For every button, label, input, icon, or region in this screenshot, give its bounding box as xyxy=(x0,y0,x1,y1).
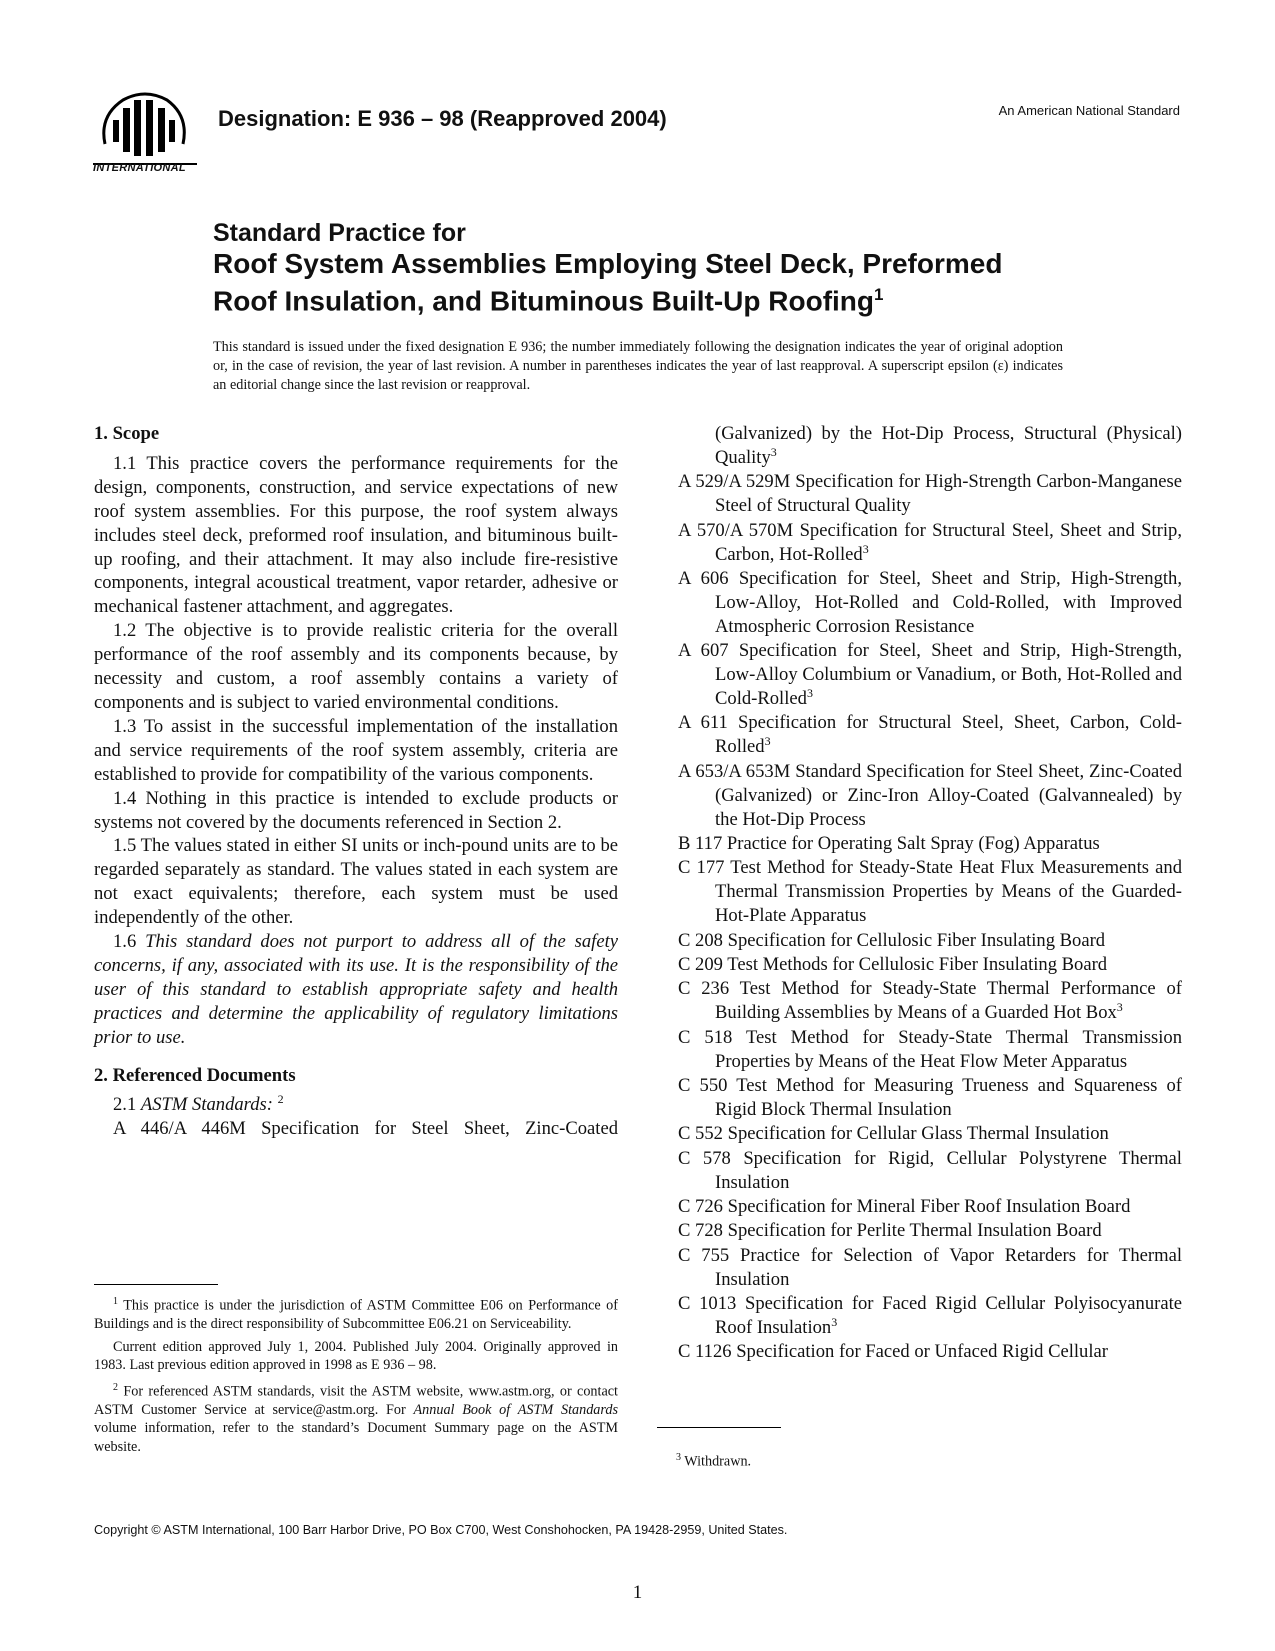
reference-item xyxy=(678,1244,1182,1292)
reference-footnote-ref: 3 xyxy=(1116,1000,1123,1015)
reference-code: C 236 xyxy=(678,978,730,1000)
reference-item xyxy=(678,1026,1182,1074)
reference-code: C 552 xyxy=(678,1123,723,1145)
reference-title: Specification for Rigid, Cellular Polystyrene Thermal Insulation xyxy=(715,1147,1182,1193)
title-line-2: Roof System Assemblies Employing Steel Deck, Preformed xyxy=(213,248,1003,279)
title-line-1: Standard Practice for xyxy=(213,219,466,247)
footnotes-left xyxy=(94,1293,618,1460)
reference-item xyxy=(678,639,1182,711)
reference-title: Specification for Perlite Thermal Insulation Board xyxy=(727,1220,1102,1242)
reference-item xyxy=(678,977,1182,1025)
reference-code: A 570/A 570M xyxy=(678,519,794,541)
reference-title: Test Method for Steady-State Thermal Performance of Building Assemblies by Means of a Guarded Hot Box xyxy=(715,978,1182,1024)
reference-item xyxy=(678,832,1182,856)
reference-code: C 177 xyxy=(678,857,725,879)
reference-item xyxy=(678,1292,1182,1340)
reference-code: C 728 xyxy=(678,1220,723,1242)
reference-item xyxy=(678,856,1182,928)
reference-item xyxy=(678,1340,1182,1364)
page-number: 1 xyxy=(632,1582,643,1603)
reference-title: Standard Specification for Steel Sheet, Zinc-Coated (Galvanized) or Zinc-Iron Alloy-Coated (Galvannealed) by the Hot-Dip Process xyxy=(715,760,1182,830)
designation: Designation: E 936 – 98 (Reapproved 2004) xyxy=(218,106,667,131)
reference-code: C 209 xyxy=(678,953,723,975)
reference-code: C 208 xyxy=(678,929,723,951)
reference-code: A 611 xyxy=(678,712,728,734)
reference-code: C 578 xyxy=(678,1147,731,1169)
reference-item xyxy=(678,953,1182,977)
reference-code: B 117 xyxy=(678,832,723,854)
reference-title: Specification for High-Strength Carbon-Manganese Steel of Structural Quality xyxy=(715,471,1182,517)
para-1-5: 1.5 The values stated in either SI units or inch-pound units are to be regarded separately as standard. The values stated in each system are not exact equivalents; therefore, each system must be used independently of the other. xyxy=(94,835,618,929)
footnote-rule-left xyxy=(94,1284,218,1285)
reference-title: Test Method for Steady-State Heat Flux Measurements and Thermal Transmission Properties by Means of the Guarded-Hot-Plate Apparatus xyxy=(715,857,1182,927)
footnote-2: $^2$ For referenced ASTM standards, visit the ASTM website, www.astm.org, or contact ASTM Customer Service at service@astm.org. For Annual Book of ASTM Standards volume information, refer to the standard’s Document Summary page on the ASTM website. xyxy=(94,1381,618,1455)
reference-title: Test Method for Measuring Trueness and Squareness of Rigid Block Thermal Insulation xyxy=(715,1074,1182,1120)
left-column xyxy=(94,422,618,1141)
reference-title: Specification for Structural Steel, Sheet, Carbon, Cold-Rolled xyxy=(715,712,1182,758)
reference-item xyxy=(678,1219,1182,1243)
reference-code: A 607 xyxy=(678,640,729,662)
title-line-3: Roof Insulation, and Bituminous Built-Up Roofing$^1$ xyxy=(213,285,884,317)
reference-item xyxy=(678,519,1182,567)
section-2-heading: 2. Referenced Documents xyxy=(94,1064,296,1086)
reference-title: Specification for Cellular Glass Thermal Insulation xyxy=(727,1123,1109,1145)
para-1-1: 1.1 This practice covers the performance requirements for the design, components, construction, and service expectations of new roof system assemblies. For this purpose, the roof system always includes steel deck, preformed roof insulation, and bituminous built-up roofing, and their attachment. It may also include fire-resistive components, integral acoustical treatment, vapor retarder, adhesive or mechanical fastener attachment, and aggregates. xyxy=(94,452,618,618)
reference-item xyxy=(678,711,1182,759)
para-1-3: 1.3 To assist in the successful implementation of the installation and service requirements of the roof system assembly, criteria are established to provide for compatibility of the various components. xyxy=(94,715,618,785)
reference-footnote-ref: 3 xyxy=(862,541,869,556)
title-footnote-ref: 1 xyxy=(874,285,884,304)
para-1-2: 1.2 The objective is to provide realistic criteria for the overall performance of the roof assembly and its components because, by necessity and custom, a roof assembly contains a variety of components and is subject to varied environmental conditions. xyxy=(94,620,618,713)
right-column xyxy=(678,422,1182,1365)
reference-title: Practice for Operating Salt Spray (Fog) Apparatus xyxy=(726,832,1100,854)
issuance-note: This standard is issued under the fixed designation E 936; the number immediately following the designation indicates the year of original adoption or, in the case of revision, the year of last revision. A number in parentheses indicates the year of last reapproval. A superscript epsilon (ε) indicates an editorial change since the last revision or reapproval. xyxy=(213,339,1063,393)
reference-a446-start: A 446/A 446M Specification for Steel Sheet, Zinc-Coated xyxy=(113,1118,618,1140)
section-1-heading: 1. Scope xyxy=(94,423,160,444)
reference-title: Test Methods for Cellulosic Fiber Insulating Board xyxy=(727,953,1108,975)
reference-item xyxy=(678,929,1182,953)
para-1-6: 1.6 This standard does not purport to address all of the safety concerns, if any, associated with its use. It is the responsibility of the user of this standard to establish appropriate safety and health practices and determine the applicability of regulatory limitations prior to use. xyxy=(94,931,618,1048)
reference-title: Practice for Selection of Vapor Retarders for Thermal Insulation xyxy=(715,1244,1182,1290)
reference-title: Specification for Mineral Fiber Roof Insulation Board xyxy=(727,1196,1131,1217)
reference-title: Specification for Faced Rigid Cellular Polyisocyanurate Roof Insulation xyxy=(715,1293,1182,1339)
reference-item xyxy=(678,1195,1182,1219)
footnote-1b: Current edition approved July 1, 2004. Published July 2004. Originally approved in 1983. Last previous edition approved in 1998 as E 936 – 98. xyxy=(94,1338,618,1374)
footnote-rule-right xyxy=(657,1427,781,1428)
reference-code: C 550 xyxy=(678,1074,728,1096)
reference-footnote-ref: 3 xyxy=(831,1314,838,1329)
reference-item xyxy=(678,760,1182,832)
reference-title: Specification for Cellulosic Fiber Insulating Board xyxy=(727,929,1106,951)
document-title xyxy=(213,218,1113,316)
reference-title: Specification for Steel, Sheet and Strip, High-Strength, Low-Alloy Columbium or Vanadium, or Both, Hot-Rolled and Cold-Rolled xyxy=(715,640,1182,709)
reference-item xyxy=(678,1122,1182,1146)
para-1-4: 1.4 Nothing in this practice is intended to exclude products or systems not covered by the documents referenced in Section 2. xyxy=(94,787,618,833)
reference-code: A 606 xyxy=(678,567,729,589)
footnote-1: $^1$ This practice is under the jurisdiction of ASTM Committee E06 on Performance of Buildings and is the direct responsibility of Subcommittee E06.21 on Serviceability. xyxy=(94,1296,618,1333)
reference-a446-cont: (Galvanized) by the Hot-Dip Process, Structural (Physical) Quality$^3$ xyxy=(715,423,1182,468)
reference-footnote-ref: 3 xyxy=(806,685,813,700)
reference-code: C 518 xyxy=(678,1026,733,1048)
reference-item xyxy=(678,1074,1182,1122)
reference-title: Specification for Structural Steel, Sheet and Strip, Carbon, Hot-Rolled xyxy=(715,519,1182,565)
reference-item xyxy=(678,1147,1182,1195)
para-2-1: 2.1 ASTM Standards: $^2$ xyxy=(113,1092,284,1116)
copyright-notice: Copyright © ASTM International, 100 Barr Harbor Drive, PO Box C700, West Conshohocken, PA 19428-2959, United States. xyxy=(94,1523,788,1537)
reference-item xyxy=(678,567,1182,639)
reference-code: C 1126 xyxy=(678,1341,732,1363)
reference-code: C 726 xyxy=(678,1196,723,1217)
american-national-standard-label: An American National Standard xyxy=(998,103,1180,118)
reference-code: A 653/A 653M xyxy=(678,760,791,782)
reference-list xyxy=(678,470,1182,1364)
reference-title: Specification for Faced or Unfaced Rigid Cellular xyxy=(736,1341,1108,1363)
reference-title: Test Method for Steady-State Thermal Transmission Properties by Means of the Heat Flow Meter Apparatus xyxy=(715,1026,1183,1072)
reference-footnote-ref: 3 xyxy=(764,734,771,749)
reference-code: A 529/A 529M xyxy=(678,471,791,493)
footnote-3: $^3$ Withdrawn. xyxy=(676,1452,752,1470)
reference-code: C 1013 xyxy=(678,1293,737,1315)
reference-code: C 755 xyxy=(678,1244,730,1266)
reference-title: Specification for Steel, Sheet and Strip, High-Strength, Low-Alloy, Hot-Rolled and Cold-Rolled, with Improved Atmospheric Corrosion Resistance xyxy=(715,567,1182,637)
logo-subtext: INTERNATIONAL xyxy=(93,162,186,174)
reference-item xyxy=(678,470,1182,518)
